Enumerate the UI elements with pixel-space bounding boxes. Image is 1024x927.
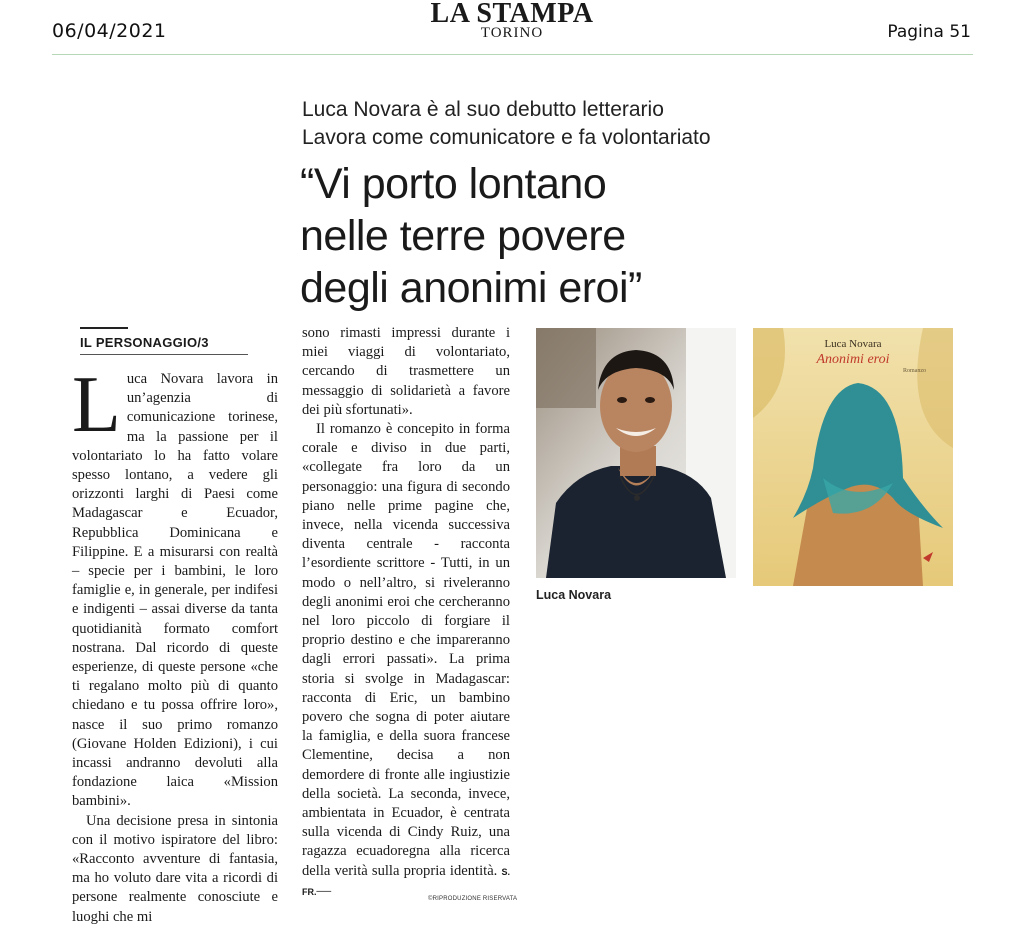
drop-cap: L (72, 361, 121, 449)
headline-line: nelle terre povere (300, 212, 626, 260)
body-paragraph: sono rimasti impressi durante i miei viaggi di volontariato, cercando di trasmettere un messaggio di solidarietà a favore dei più sfortunati». (302, 325, 510, 418)
book-author: Luca Novara (824, 338, 882, 350)
signature-dash: — (316, 882, 332, 899)
photo-caption: Luca Novara (536, 588, 612, 602)
author-photo (536, 328, 736, 578)
copyright-notice: ©RIPRODUZIONE RISERVATA (428, 896, 518, 902)
header-divider (52, 54, 973, 55)
book-title: Anonimi eroi (816, 352, 890, 367)
article-column-2 (302, 324, 510, 902)
book-genre: Romanzo (903, 368, 926, 374)
book-cover (753, 328, 953, 586)
article-kicker (302, 96, 711, 152)
body-paragraph (72, 361, 278, 812)
headline-line: “Vi porto lontano (300, 160, 607, 208)
newspaper-masthead (400, 0, 624, 40)
author-photo-image (536, 328, 736, 578)
paragraph-text: uca Novara lavora in un’agenzia di comunicazione torinese, ma la passione per il volontariato lo ha fatto volare spesso lontano, a vedere gli orizzonti larghi di Paesi come Madagascar e Ecuador, Repubblica Dominicana e Filippine. E a misurarsi con realtà – specie per i bambini, le loro famiglie e, in generale, per indifesi e indigenti – assai diverse da tanta quotidianità formato comfort nostrana. Dal ricordo di queste esperienze, di queste persone «che ti regalano molto più di quanto chiedano e tu possa offrire loro», nasce il suo primo romanzo (Giovane Holden Edizioni), i cui incassi andranno devoluti alla fondazione laica «Mission bambini». (72, 371, 278, 810)
headline-line: degli anonimi eroi” (300, 264, 642, 312)
newspaper-logo: LA STAMPA (430, 0, 594, 29)
author-signature: S. FR. (302, 866, 510, 897)
section-divider (80, 354, 248, 355)
article-headline (300, 158, 642, 314)
body-paragraph: Una decisione presa in sintonia con il motivo ispiratore del libro: «Racconto avventure di fantasia, ma ho voluto dare vita a ricordi di persone realmente conosciute e luoghi che mi (72, 812, 278, 925)
page-number: Pagina 51 (887, 22, 971, 42)
newspaper-edition: TORINO (480, 25, 544, 41)
kicker-line: Lavora come comunicatore e fa volontariato (302, 126, 711, 149)
paragraph-text: Il romanzo è concepito in forma corale e diviso in due parti, «collegate fra loro da un personaggio: una figura di secondo piano nelle prime pagine che, invece, nella vicenda successiva diventa centrale - racconta l’esordiente scrittore - Tutti, in un modo o nell’altro, si riveleranno degli anonimi eroi che cercheranno nel loro piccolo di forgiare il proprio destino e che impareranno dagli errori passati». La prima storia si svolge in Madagascar: racconta di Eric, un bambino povero che sogna di poter aiutare la famiglia, e della suora francese Clementine, decisa a non demordere di fronte alle ingiustizie della società. La seconda, invece, ambientata in Ecuador, è centrata sulla vicenda di Cindy Ruiz, una ragazza ecuadoregna alla ricerca della verità sulla propria identità. (302, 421, 510, 879)
page-date: 06/04/2021 (52, 20, 167, 42)
article-column-1 (72, 361, 278, 927)
section-label: IL PERSONAGGIO/3 (80, 335, 209, 350)
kicker-line: Luca Novara è al suo debutto letterario (302, 98, 664, 121)
section-marker (80, 327, 128, 329)
body-paragraph (302, 420, 510, 902)
